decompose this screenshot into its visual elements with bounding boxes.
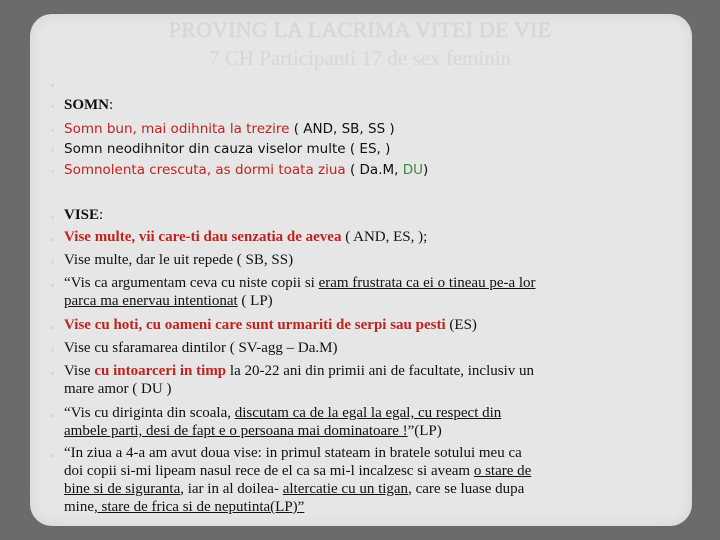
square-bullet-icon: ▫ bbox=[51, 368, 55, 378]
square-bullet-icon: ▫ bbox=[51, 125, 55, 135]
square-bullet-icon: ▫ bbox=[51, 257, 55, 267]
vise-item-cont: ambele parti, desi de fapt e o persoana mai dominatoare !”(LP) bbox=[64, 423, 442, 439]
vise-item: Vise cu intoarceri in timp la 20-22 ani din primii ani de facultate, inclusiv un bbox=[64, 363, 534, 379]
square-bullet-icon: ▫ bbox=[51, 410, 55, 420]
square-bullet-icon: ▫ bbox=[51, 280, 55, 290]
square-bullet-icon: ▫ bbox=[51, 322, 55, 332]
square-bullet-icon: ▫ bbox=[51, 166, 55, 176]
vise-item: Vise cu sfaramarea dintilor ( SV-agg – Da.M) bbox=[64, 340, 338, 356]
somn-heading: SOMN: bbox=[64, 97, 114, 113]
vise-item-cont: parca ma enervau intentionat ( LP) bbox=[64, 293, 273, 309]
vise-item-cont: bine si de siguranta, iar in al doilea- altercatie cu un tigan, care se luase dupa bbox=[64, 481, 525, 497]
square-bullet-icon: ▫ bbox=[51, 145, 55, 155]
square-bullet-icon: ▫ bbox=[51, 101, 55, 111]
vise-item: Vise cu hoti, cu oameni care sunt urmariti de serpi sau pesti (ES) bbox=[64, 317, 477, 333]
vise-item: Vise multe, dar le uit repede ( SB, SS) bbox=[64, 252, 294, 268]
vise-item-cont: doi copii si-mi lipeam nasul rece de el ca sa mi-l incalzesc si aveam o stare de bbox=[64, 463, 532, 479]
vise-item-cont: mine, stare de frica si de neputinta(LP)” bbox=[64, 499, 305, 515]
square-bullet-icon: ▫ bbox=[51, 234, 55, 244]
square-bullet-icon: ▫ bbox=[51, 450, 55, 460]
slide-subtitle: 7 CH Participanti 17 de sex feminin bbox=[208, 46, 512, 70]
square-bullet-icon: ▫ bbox=[51, 345, 55, 355]
square-bullet-icon: ▫ bbox=[51, 212, 55, 222]
square-bullet-icon: ▫ bbox=[51, 80, 55, 90]
vise-item-cont: mare amor ( DU ) bbox=[64, 381, 172, 397]
somn-item: Somn bun, mai odihnita la trezire ( AND, SB, SS ) bbox=[64, 121, 395, 137]
vise-item: “In ziua a 4-a am avut doua vise: in primul stateam in bratele sotului meu ca bbox=[64, 445, 522, 461]
vise-item: Vise multe, vii care-ti dau senzatia de aevea ( AND, ES, ); bbox=[64, 229, 428, 245]
vise-item: “Vis cu diriginta din scoala, discutam ca de la egal la egal, cu respect din bbox=[64, 405, 502, 421]
vise-item: “Vis ca argumentam ceva cu niste copii si eram frustrata ca ei o tineau pe-a lor bbox=[64, 275, 536, 291]
somn-item: Somnolenta crescuta, as dormi toata ziua ( Da.M, DU) bbox=[64, 162, 429, 178]
vise-heading: VISE: bbox=[64, 207, 104, 223]
somn-item: Somn neodihnitor din cauza viselor multe ( ES, ) bbox=[64, 141, 391, 157]
slide-title: PROVING LA LACRIMA VITEI DE VIE bbox=[168, 17, 552, 42]
